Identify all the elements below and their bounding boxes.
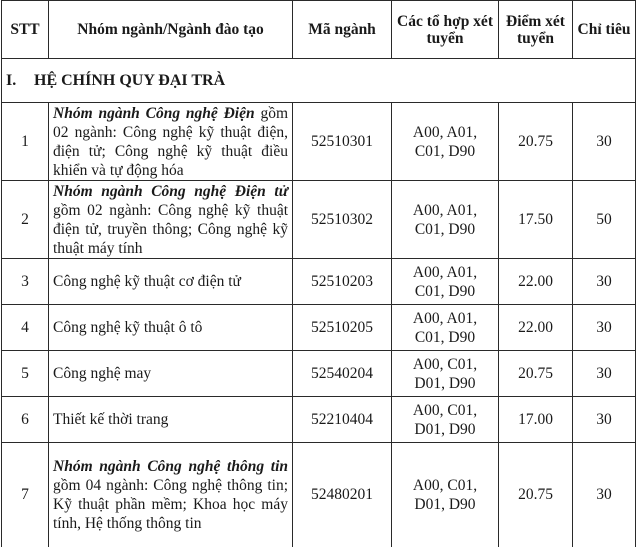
row-desc: Công nghệ kỹ thuật cơ điện tử — [53, 273, 241, 290]
row-major — [49, 397, 293, 443]
row-combos — [392, 351, 499, 397]
table-row — [2, 397, 636, 443]
row-score: 17.00 — [499, 397, 573, 443]
row-group: Nhóm ngành Công nghệ Điện — [53, 104, 255, 122]
header-combos: Các tổ hợp xét tuyển — [392, 1, 499, 59]
row-major — [49, 103, 293, 181]
header-stt: STT — [2, 1, 49, 59]
row-combos — [392, 181, 499, 259]
row-stt: 3 — [2, 259, 49, 305]
row-quota: 30 — [573, 351, 636, 397]
row-desc: gồm 02 ngành: Công nghệ kỹ thuật điện tử, truyền thông; Công nghệ kỹ thuật máy tính — [53, 201, 288, 257]
row-quota: 30 — [573, 259, 636, 305]
row-stt: 1 — [2, 103, 49, 181]
row-quota: 30 — [573, 443, 636, 547]
row-combo-line1: A00, C01, — [412, 355, 478, 373]
row-quota: 50 — [573, 181, 636, 259]
row-code: 52480201 — [293, 443, 392, 547]
row-major — [49, 351, 293, 397]
row-combo-line2: D01, D90 — [414, 420, 476, 438]
row-stt: 4 — [2, 305, 49, 351]
row-stt: 7 — [2, 443, 49, 547]
row-major — [49, 305, 293, 351]
row-group: Nhóm ngành Công nghệ thông tin — [53, 457, 288, 475]
row-score: 20.75 — [499, 351, 573, 397]
row-major — [49, 181, 293, 259]
row-quota: 30 — [573, 397, 636, 443]
header-quota: Chỉ tiêu — [573, 1, 636, 59]
header-score: Điểm xét tuyển — [499, 1, 573, 59]
row-stt: 6 — [2, 397, 49, 443]
row-desc: Công nghệ kỹ thuật ô tô — [53, 319, 203, 336]
row-desc: gồm 02 ngành: Công nghệ kỹ thuật điện, điện tử; Công nghệ kỹ thuật điều khiển và tự động hóa — [53, 104, 289, 179]
header-row — [2, 1, 636, 59]
row-code: 52540204 — [293, 351, 392, 397]
row-score: 17.50 — [499, 181, 573, 259]
row-combo-line2: C01, D90 — [414, 328, 476, 346]
row-score: 20.75 — [499, 103, 573, 181]
row-code: 52210404 — [293, 397, 392, 443]
row-desc: gồm 04 ngành: Công nghệ thông tin; Kỹ thuật phần mềm; Khoa học máy tính, Hệ thống thông tin — [53, 476, 288, 532]
row-score: 22.00 — [499, 305, 573, 351]
row-code: 52510302 — [293, 181, 392, 259]
section-heading — [2, 59, 636, 103]
row-combos — [392, 443, 499, 547]
row-combos — [392, 259, 499, 305]
row-combo-line1: A00, C01, — [412, 401, 478, 419]
row-combo-line2: C01, D90 — [414, 282, 476, 300]
row-combo-line1: A00, A01, — [412, 309, 478, 327]
table-row — [2, 103, 636, 181]
row-major — [49, 259, 293, 305]
row-desc: Công nghệ may — [53, 365, 152, 382]
row-combo-line2: C01, D90 — [414, 142, 476, 160]
table-row — [2, 351, 636, 397]
row-code: 52510205 — [293, 305, 392, 351]
section-number: I. — [6, 71, 17, 89]
row-score: 20.75 — [499, 443, 573, 547]
admission-table — [1, 0, 636, 547]
section-title: HỆ CHÍNH QUY ĐẠI TRÀ — [34, 71, 226, 89]
table-row — [2, 443, 636, 547]
row-combo-line1: A00, C01, — [412, 476, 478, 494]
table-row — [2, 181, 636, 259]
row-score: 22.00 — [499, 259, 573, 305]
row-quota: 30 — [573, 305, 636, 351]
table-row — [2, 259, 636, 305]
row-code: 52510301 — [293, 103, 392, 181]
row-group: Nhóm ngành Công nghệ Điện tử — [53, 182, 288, 200]
row-stt: 5 — [2, 351, 49, 397]
row-desc: Thiết kế thời trang — [53, 411, 169, 428]
row-quota: 30 — [573, 103, 636, 181]
header-major: Nhóm ngành/Ngành đào tạo — [49, 1, 293, 59]
row-combo-line2: D01, D90 — [414, 374, 476, 392]
row-stt: 2 — [2, 181, 49, 259]
header-code: Mã ngành — [293, 1, 392, 59]
row-combos — [392, 397, 499, 443]
row-combo-line1: A00, A01, — [412, 263, 478, 281]
row-combos — [392, 103, 499, 181]
row-combo-line1: A00, A01, — [412, 123, 478, 141]
table-row — [2, 305, 636, 351]
row-code: 52510203 — [293, 259, 392, 305]
row-combo-line2: D01, D90 — [414, 495, 476, 513]
row-combo-line2: C01, D90 — [414, 220, 476, 238]
section-row — [2, 59, 636, 103]
row-major — [49, 443, 293, 547]
row-combo-line1: A00, A01, — [412, 201, 478, 219]
row-combos — [392, 305, 499, 351]
